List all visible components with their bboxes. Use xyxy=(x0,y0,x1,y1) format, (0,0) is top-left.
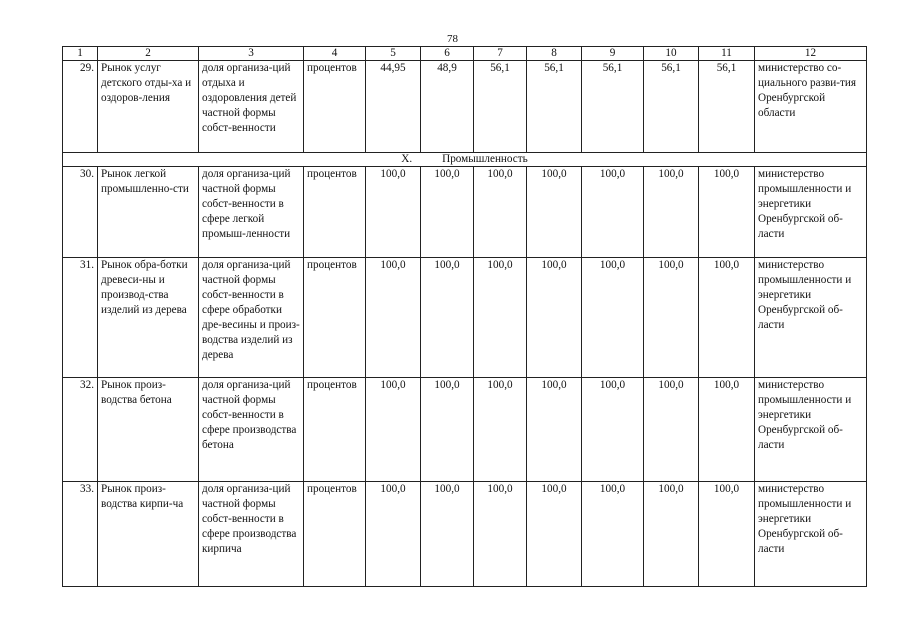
table-row xyxy=(63,378,867,482)
value-cell: 100,0 xyxy=(582,482,644,587)
value-cell: 100,0 xyxy=(582,258,644,378)
value-cell: 100,0 xyxy=(582,378,644,482)
column-number: 3 xyxy=(199,47,304,61)
indicator-description: доля организа-ций частной формы собст-венности в сфере легкой промыш-ленности xyxy=(199,167,304,258)
column-number-header xyxy=(63,47,867,61)
value-cell: 100,0 xyxy=(644,167,699,258)
value-cell: 48,9 xyxy=(421,61,474,153)
section-row xyxy=(63,153,867,167)
section-title: Промышленность xyxy=(442,153,528,165)
indicator-description: доля организа-ций частной формы собст-венности в сфере производства кирпича xyxy=(199,482,304,587)
value-cell: 100,0 xyxy=(527,378,582,482)
responsible-body: министерство промышленности и энергетики Оренбургской об-ласти xyxy=(755,258,867,378)
unit: процентов xyxy=(304,167,366,258)
value-cell: 100,0 xyxy=(527,482,582,587)
unit: процентов xyxy=(304,378,366,482)
row-number: 32. xyxy=(63,378,98,482)
market-name: Рынок услуг детского отды-ха и оздоров-ления xyxy=(98,61,199,153)
column-number: 5 xyxy=(366,47,421,61)
section-heading xyxy=(63,153,867,167)
value-cell: 56,1 xyxy=(527,61,582,153)
unit: процентов xyxy=(304,61,366,153)
unit: процентов xyxy=(304,482,366,587)
value-cell: 100,0 xyxy=(699,258,755,378)
responsible-body: министерство со-циального разви-тия Оренбургской области xyxy=(755,61,867,153)
value-cell: 56,1 xyxy=(582,61,644,153)
indicator-description: доля организа-ций частной формы собст-венности в сфере производства бетона xyxy=(199,378,304,482)
column-number: 2 xyxy=(98,47,199,61)
value-cell: 100,0 xyxy=(421,167,474,258)
row-number: 30. xyxy=(63,167,98,258)
column-number: 10 xyxy=(644,47,699,61)
unit: процентов xyxy=(304,258,366,378)
market-name: Рынок произ-водства кирпи-ча xyxy=(98,482,199,587)
column-number: 7 xyxy=(474,47,527,61)
column-number: 12 xyxy=(755,47,867,61)
row-number: 33. xyxy=(63,482,98,587)
market-name: Рынок обра-ботки древеси-ны и производ-ства изделий из дерева xyxy=(98,258,199,378)
market-name: Рынок произ-водства бетона xyxy=(98,378,199,482)
table-row xyxy=(63,61,867,153)
value-cell: 100,0 xyxy=(699,167,755,258)
value-cell: 100,0 xyxy=(366,167,421,258)
value-cell: 100,0 xyxy=(582,167,644,258)
indicator-description: доля организа-ций частной формы собст-венности в сфере обработки дре-весины и произ-водства изделий из дерева xyxy=(199,258,304,378)
indicator-description: доля организа-ций отдыха и оздоровления детей частной формы собст-венности xyxy=(199,61,304,153)
value-cell: 100,0 xyxy=(366,378,421,482)
table-row xyxy=(63,482,867,587)
value-cell: 100,0 xyxy=(421,258,474,378)
value-cell: 100,0 xyxy=(644,482,699,587)
value-cell: 100,0 xyxy=(699,378,755,482)
responsible-body: министерство промышленности и энергетики Оренбургской об-ласти xyxy=(755,167,867,258)
responsible-body: министерство промышленности и энергетики Оренбургской об-ласти xyxy=(755,482,867,587)
column-number: 1 xyxy=(63,47,98,61)
value-cell: 100,0 xyxy=(421,482,474,587)
value-cell: 100,0 xyxy=(699,482,755,587)
value-cell: 100,0 xyxy=(474,378,527,482)
row-number: 29. xyxy=(63,61,98,153)
value-cell: 100,0 xyxy=(474,167,527,258)
column-number: 9 xyxy=(582,47,644,61)
value-cell: 100,0 xyxy=(644,378,699,482)
value-cell: 100,0 xyxy=(644,258,699,378)
value-cell: 44,95 xyxy=(366,61,421,153)
market-name: Рынок легкой промышленно-сти xyxy=(98,167,199,258)
column-number: 4 xyxy=(304,47,366,61)
value-cell: 56,1 xyxy=(644,61,699,153)
value-cell: 100,0 xyxy=(474,258,527,378)
value-cell: 100,0 xyxy=(366,482,421,587)
column-number: 6 xyxy=(421,47,474,61)
table-row xyxy=(63,258,867,378)
value-cell: 100,0 xyxy=(527,167,582,258)
value-cell: 100,0 xyxy=(421,378,474,482)
table-row xyxy=(63,167,867,258)
indicators-table xyxy=(62,46,867,587)
value-cell: 56,1 xyxy=(699,61,755,153)
value-cell: 100,0 xyxy=(474,482,527,587)
section-roman: X. xyxy=(401,153,413,165)
column-number: 8 xyxy=(527,47,582,61)
page-number: 78 xyxy=(447,33,458,45)
value-cell: 100,0 xyxy=(527,258,582,378)
responsible-body: министерство промышленности и энергетики Оренбургской об-ласти xyxy=(755,378,867,482)
value-cell: 56,1 xyxy=(474,61,527,153)
column-number: 11 xyxy=(699,47,755,61)
value-cell: 100,0 xyxy=(366,258,421,378)
row-number: 31. xyxy=(63,258,98,378)
